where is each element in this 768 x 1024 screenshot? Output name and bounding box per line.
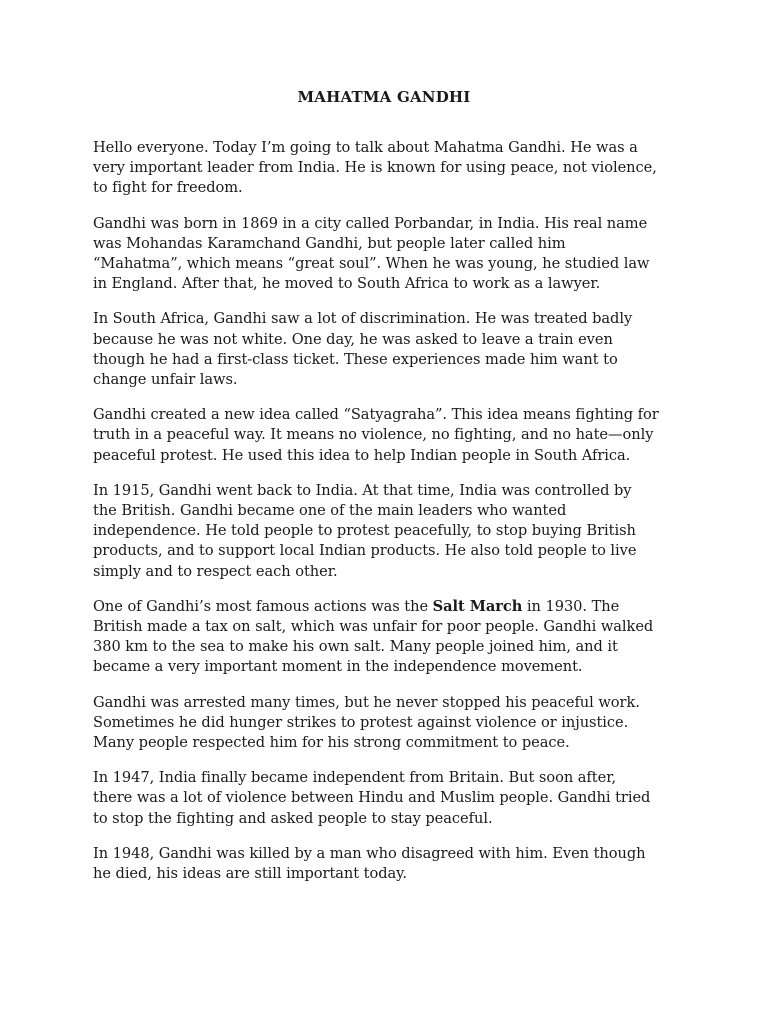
text-line: In 1915, Gandhi went back to India. At that time, India was controlled by [93, 481, 632, 499]
paragraph-south-africa [93, 309, 683, 390]
text-line: products, and to support local Indian products. He also told people to live [93, 542, 637, 560]
text-line: in England. After that, he moved to South Africa to work as a lawyer. [93, 275, 601, 293]
paragraph-introduction [93, 138, 683, 199]
text-line: Many people respected him for his strong commitment to peace. [93, 734, 570, 752]
text-line [93, 597, 683, 617]
text-line: 380 km to the sea to make his own salt. Many people joined him, and it [93, 638, 618, 656]
text-line: Hello everyone. Today I’m going to talk about Mahatma Gandhi. He was a [93, 139, 638, 156]
text-line: independence. He told people to protest peacefully, to stop buying British [93, 522, 636, 540]
text-run: One of Gandhi’s most famous actions was the [93, 597, 433, 615]
text-line: he died, his ideas are still important today. [93, 865, 408, 883]
text-line: was Mohandas Karamchand Gandhi, but people later called him [93, 234, 566, 252]
text-line: change unfair laws. [93, 371, 238, 389]
text-line: became a very important moment in the independence movement. [93, 658, 583, 676]
paragraph-arrests [93, 693, 683, 754]
text-line: the British. Gandhi became one of the main leaders who wanted [93, 502, 567, 520]
text-line: to stop the fighting and asked people to stay peaceful. [93, 809, 493, 827]
text-line: In South Africa, Gandhi saw a lot of discrimination. He was treated badly [93, 310, 633, 328]
text-line: though he had a first-class ticket. These experiences made him want to [93, 350, 618, 368]
text-line: very important leader from India. He is known for using peace, not violence, [93, 159, 657, 177]
paragraph-independence [93, 768, 683, 829]
text-line: because he was not white. One day, he was asked to leave a train even [93, 330, 613, 348]
document-title: MAHATMA GANDHI [297, 88, 471, 106]
paragraph-salt-march [93, 597, 683, 678]
text-line: there was a lot of violence between Hindu and Muslim people. Gandhi tried [93, 789, 651, 807]
text-line: British made a tax on salt, which was unfair for poor people. Gandhi walked [93, 618, 654, 636]
paragraph-return-to-india [93, 481, 683, 582]
text-line: Gandhi was born in 1869 in a city called Porbandar, in India. His real name [93, 214, 648, 232]
text-line: Gandhi created a new idea called “Satyagraha”. This idea means fighting for [93, 406, 659, 424]
paragraph-satyagraha [93, 405, 683, 466]
text-line: In 1948, Gandhi was killed by a man who disagreed with him. Even though [93, 844, 646, 862]
bold-term-salt-march: Salt March [432, 597, 523, 615]
text-line: truth in a peaceful way. It means no violence, no fighting, and no hate—only [93, 426, 654, 444]
text-line: to fight for freedom. [93, 179, 243, 197]
text-line: In 1947, India finally became independent from Britain. But soon after, [93, 769, 617, 787]
document-body [93, 138, 683, 899]
text-line: Sometimes he did hunger strikes to protest against violence or injustice. [93, 713, 629, 731]
text-line: Gandhi was arrested many times, but he never stopped his peaceful work. [93, 693, 640, 711]
paragraph-legacy [93, 844, 683, 884]
text-line: “Mahatma”, which means “great soul”. When he was young, he studied law [93, 255, 650, 273]
text-line: simply and to respect each other. [93, 562, 338, 580]
paragraph-early-life [93, 214, 683, 295]
text-run: in 1930. The [522, 597, 620, 615]
text-line: peaceful protest. He used this idea to help Indian people in South Africa. [93, 446, 631, 464]
